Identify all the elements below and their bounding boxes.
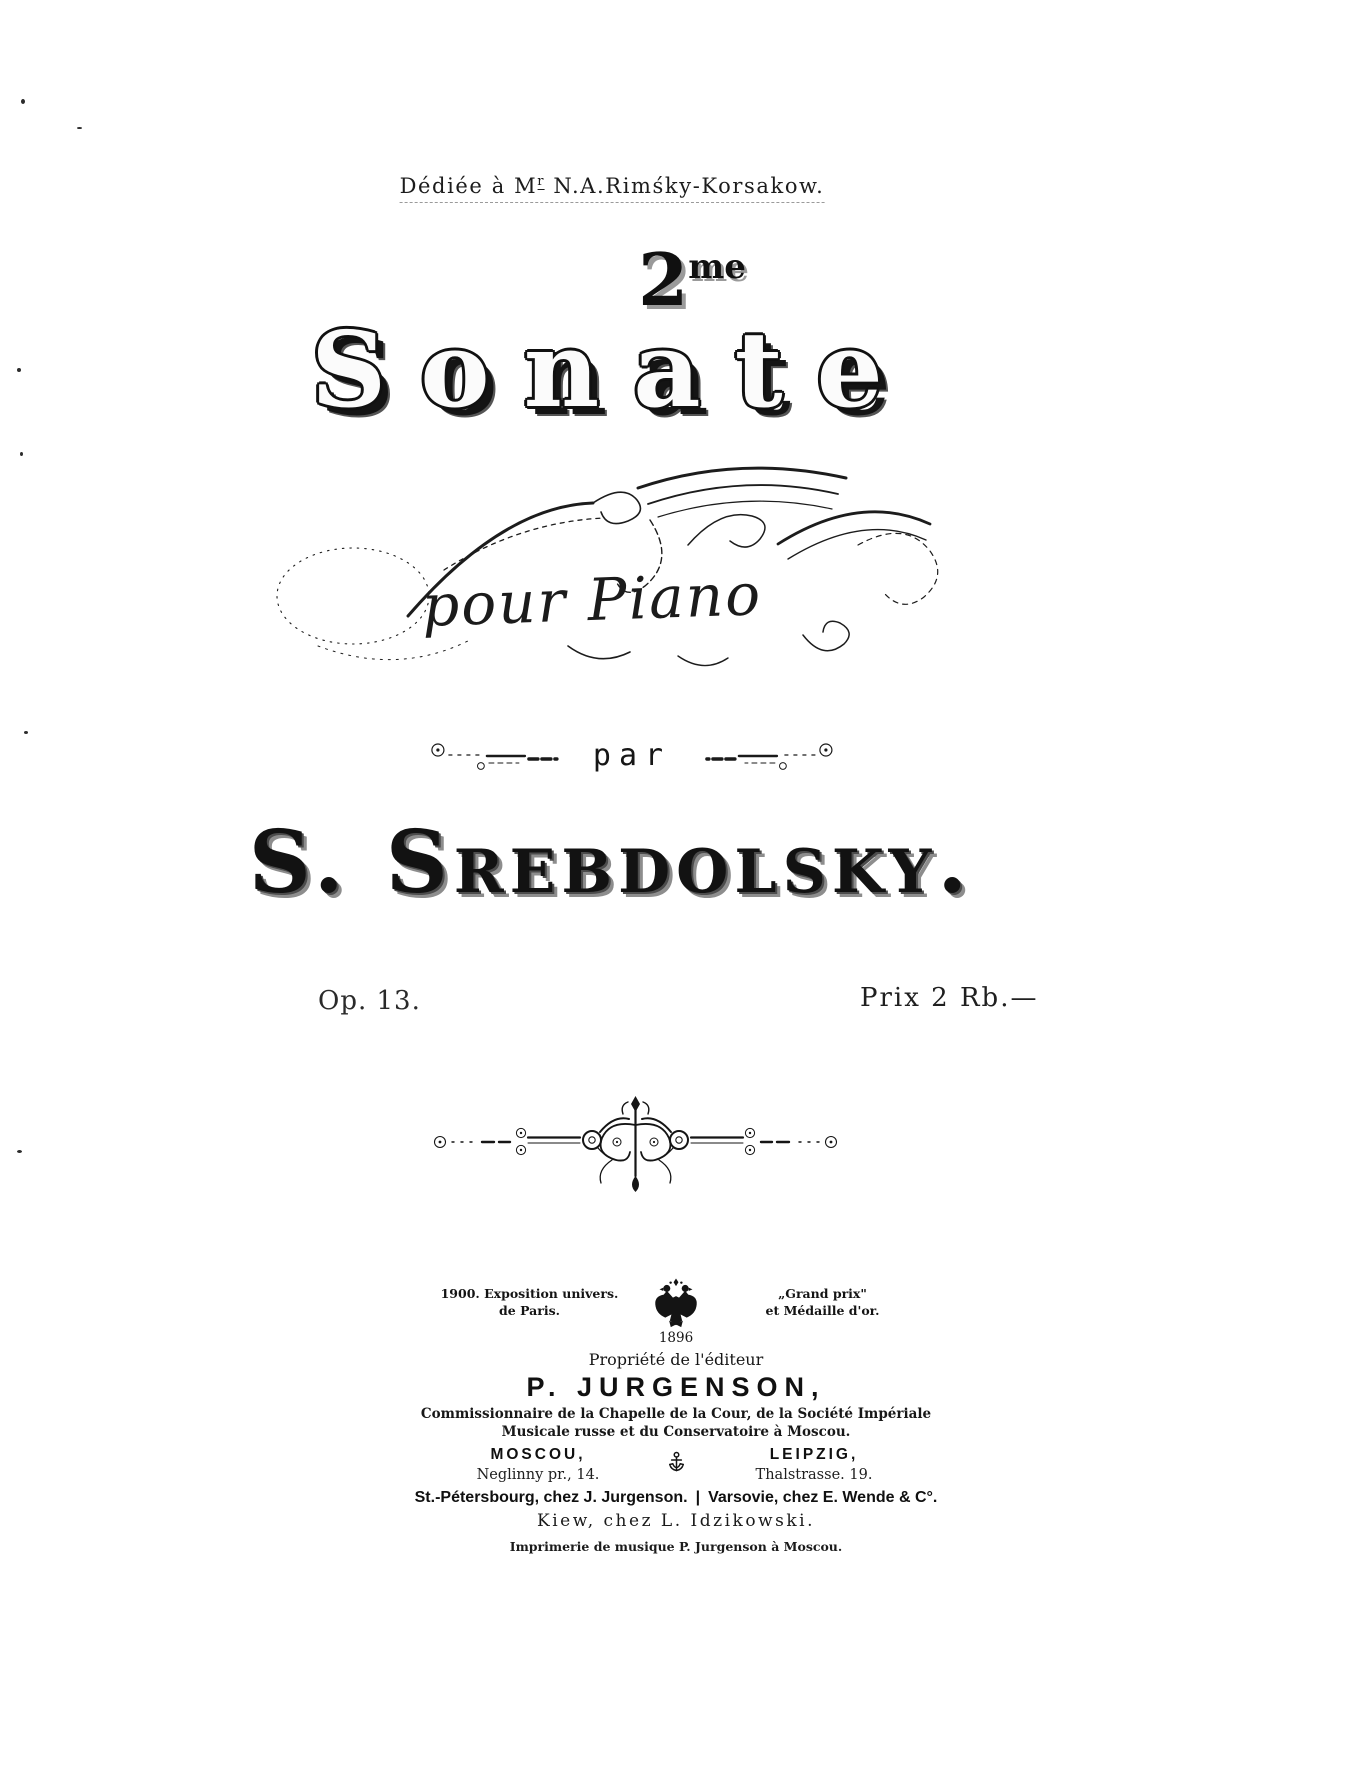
subtitle-flourish-group — [258, 448, 958, 673]
award-right — [715, 1286, 930, 1320]
city-moscow-name: MOSCOU, — [490, 1446, 586, 1464]
property-note: Propriété de l'éditeur — [588, 1350, 764, 1369]
scan-speck — [77, 127, 82, 129]
agents-line — [415, 1489, 938, 1507]
dedication-line — [400, 174, 825, 203]
price: Prix 2 Rb.— — [860, 983, 1039, 1013]
byline-word: par — [592, 738, 672, 773]
scan-speck — [24, 731, 28, 734]
dedication-name: N.A.Rimśky-Korsakow. — [545, 174, 825, 198]
byline-rule-right-ornament — [685, 741, 835, 771]
city-leipzig-name: LEIPZIG, — [769, 1446, 859, 1464]
scan-speck — [21, 99, 25, 104]
byline-row — [429, 738, 835, 773]
anchor-icon — [669, 1450, 684, 1476]
scan-speck — [17, 368, 21, 372]
scan-speck — [20, 452, 23, 456]
main-title: Sonate — [311, 308, 917, 431]
calligraphic-flourish-ornament — [258, 448, 958, 673]
publisher-name: P. JURGENSON, — [526, 1372, 826, 1402]
divider-ornament — [428, 1090, 843, 1198]
emblem-year: 1896 — [658, 1330, 694, 1346]
edition-superscript: me — [688, 247, 746, 287]
agents-kiew-line: Kiew, chez L. Idzikowski. — [537, 1511, 815, 1532]
award-left-line1: 1900. Exposition univers. — [440, 1286, 619, 1302]
cities-row — [428, 1446, 924, 1483]
agents-varsovie: Varsovie, chez E. Wende & C°. — [708, 1489, 938, 1507]
agents-separator: | — [695, 1489, 701, 1507]
divider-right-half — [642, 1118, 837, 1160]
scan-speck — [17, 1150, 22, 1153]
city-leipzig — [704, 1446, 924, 1483]
city-leipzig-address: Thalstrasse. 19. — [755, 1467, 873, 1484]
dedication-text: Dédiée à M — [399, 174, 538, 198]
city-moscow — [428, 1446, 648, 1483]
award-left-line2: de Paris. — [499, 1303, 560, 1318]
edition-numeral: 2 — [638, 237, 689, 322]
divider-center-fleuron — [600, 1096, 671, 1192]
imperial-eagle-icon — [653, 1278, 699, 1328]
byline-rule-left-ornament — [429, 741, 579, 771]
publisher-description-line1: Commissionnaire de la Chapelle de la Cour, de la Société Impériale — [420, 1406, 932, 1422]
publisher-block — [366, 1278, 986, 1554]
award-right-line1: „Grand prix" — [778, 1286, 867, 1302]
edition-number — [638, 237, 746, 322]
dedication-superscript: r — [537, 174, 546, 189]
city-moscow-address: Neglinny pr., 14. — [476, 1467, 600, 1484]
award-right-line2: et Médaille d'or. — [765, 1303, 880, 1318]
agents-petersburg: St.-Pétersbourg, chez J. Jurgenson. — [414, 1489, 688, 1507]
publisher-description-line2: Musicale russe et du Conservatoire à Moscou. — [501, 1424, 851, 1441]
opus-number: Op. 13. — [318, 986, 421, 1016]
printer-line: Imprimerie de musique P. Jurgenson à Moscou. — [509, 1539, 843, 1555]
awards-row — [422, 1278, 930, 1328]
divider-left-half — [435, 1118, 630, 1160]
subtitle: pour Piano — [420, 560, 764, 640]
award-left — [422, 1286, 637, 1320]
composer-name: S. Srebdolsky. — [248, 812, 974, 913]
